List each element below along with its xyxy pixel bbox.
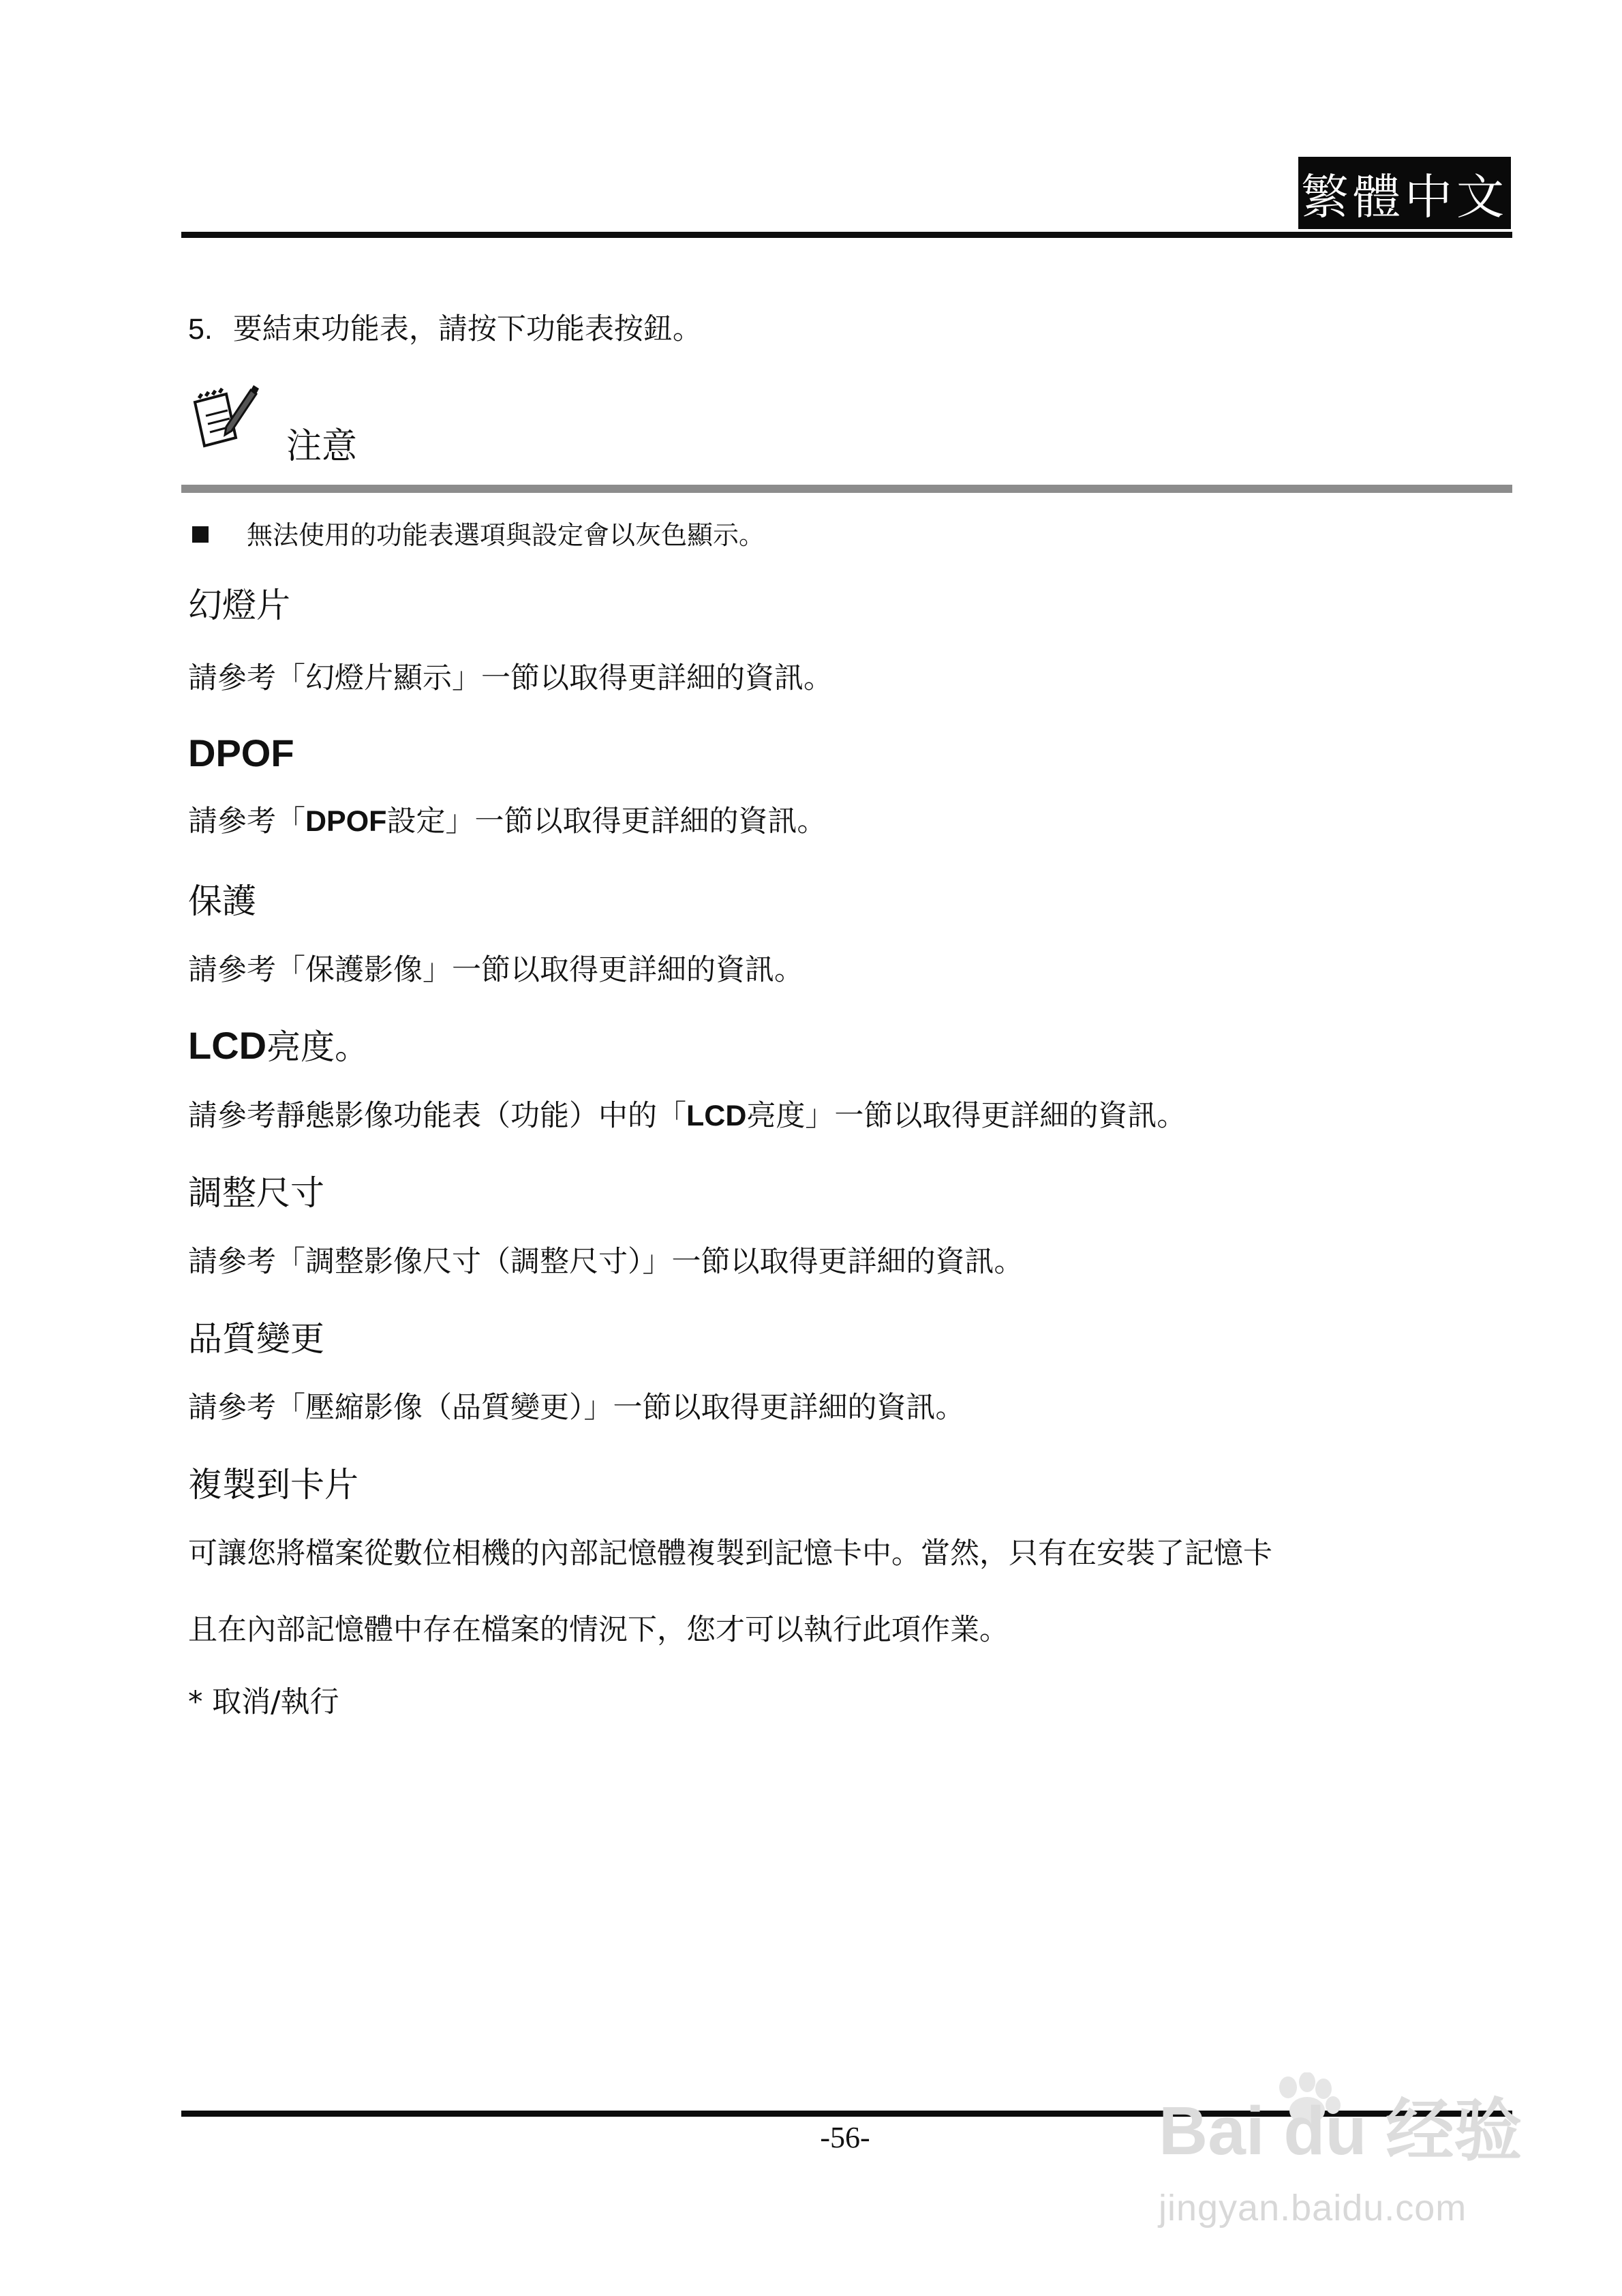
section-heading-dpof: DPOF	[188, 731, 294, 774]
section-heading-quality: 品質變更	[188, 1319, 324, 1359]
section-body-dpof	[188, 806, 826, 838]
step-line	[188, 314, 702, 346]
page-number: -56-	[820, 2121, 870, 2154]
header-rule	[181, 232, 1512, 238]
note-rule	[181, 485, 1512, 493]
section-body-lcd-brightness	[188, 1100, 1186, 1132]
body-bold-text: LCD	[686, 1100, 747, 1132]
section-heading-slideshow: 幻燈片	[188, 586, 290, 625]
section-body-copy-to-card-line1: 可讓您將檔案從數位相機的內部記憶體複製到記憶卡中。當然，只有在安裝了記憶卡	[188, 1537, 1272, 1571]
watermark-url: jingyan.baidu.com	[1159, 2188, 1467, 2229]
watermark-logo-text: Bai du 经验	[1159, 2093, 1522, 2169]
body-text: 請參考靜態影像功能表（功能）中的「	[188, 1099, 686, 1133]
body-bold-text: DPOF	[305, 805, 387, 838]
square-bullet-icon	[192, 526, 209, 543]
body-text: 設定」一節以取得更詳細的資訊。	[386, 804, 827, 839]
step-text: 要結束功能表，請按下功能表按鈕。	[232, 312, 702, 346]
section-body-resize: 請參考「調整影像尺寸（調整尺寸）」一節以取得更詳細的資訊。	[188, 1245, 1024, 1279]
body-text: 亮度」一節以取得更詳細的資訊。	[746, 1099, 1187, 1133]
section-heading-protect: 保護	[188, 881, 256, 921]
section-heading-lcd-brightness	[188, 1020, 369, 1069]
cancel-execute-options: * 取消/執行	[188, 1685, 339, 1719]
section-body-slideshow: 請參考「幻燈片顯示」一節以取得更詳細的資訊。	[188, 661, 833, 695]
heading-text: 亮度。	[266, 1027, 369, 1067]
heading-bold-text: LCD	[188, 1024, 267, 1067]
section-heading-copy-to-card: 複製到卡片	[188, 1465, 358, 1505]
section-body-copy-to-card-line2: 且在內部記憶體中存在檔案的情況下，您才可以執行此項作業。	[188, 1613, 1009, 1647]
section-heading-resize: 調整尺寸	[188, 1173, 324, 1213]
language-badge: 繁體中文	[1298, 157, 1511, 229]
notepad-pencil-icon	[185, 382, 260, 450]
body-text: 請參考「	[188, 804, 305, 839]
step-number: 5.	[188, 313, 213, 346]
note-title: 注意	[286, 426, 358, 467]
section-body-protect: 請參考「保護影像」一節以取得更詳細的資訊。	[188, 953, 804, 987]
section-body-quality: 請參考「壓縮影像（品質變更）」一節以取得更詳細的資訊。	[188, 1391, 965, 1425]
baidu-jingyan-logo	[1159, 2072, 1540, 2175]
note-bullet-text: 無法使用的功能表選項與設定會以灰色顯示。	[247, 520, 765, 550]
note-bullet-item	[192, 514, 765, 552]
